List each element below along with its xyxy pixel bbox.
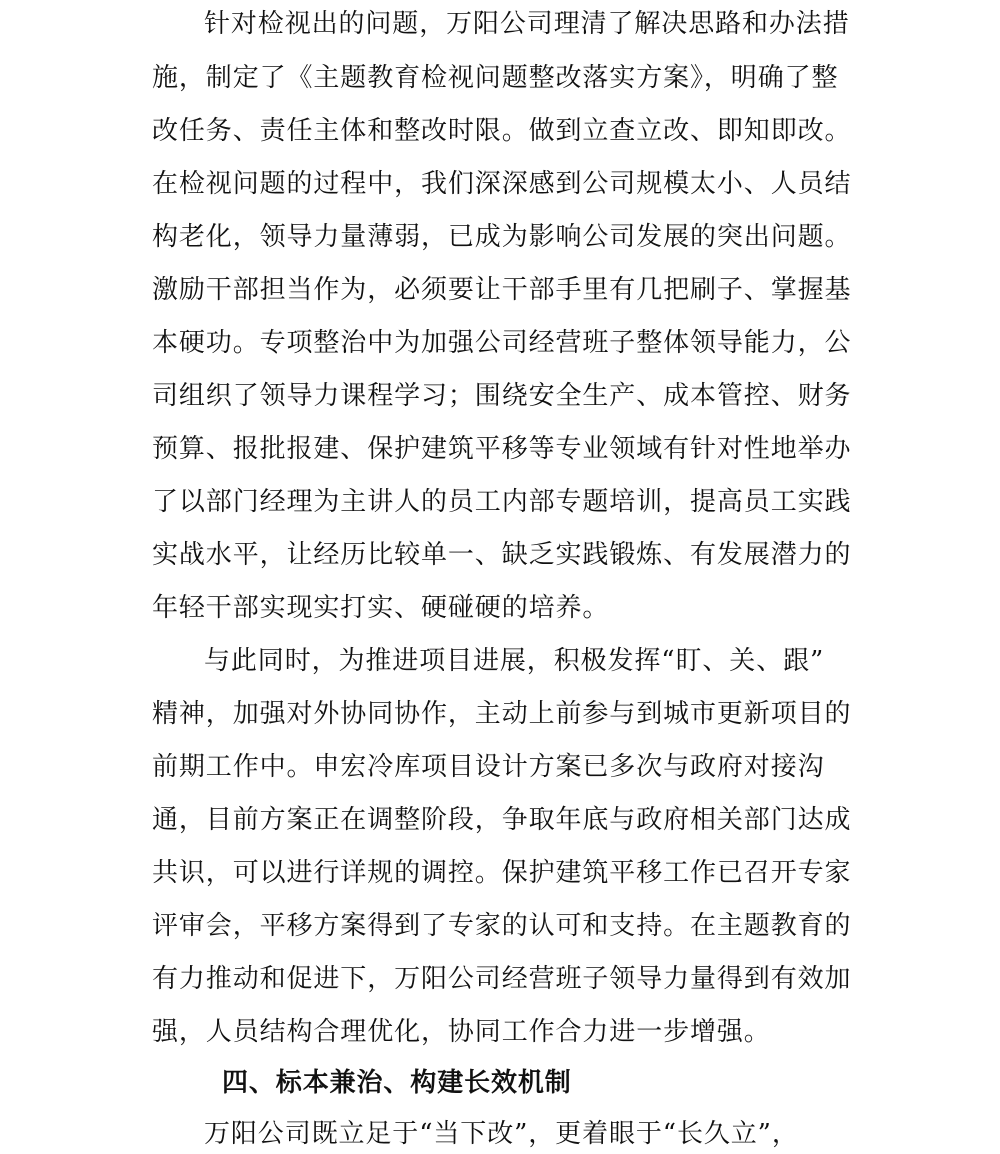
text-line-7: 本硬功。专项整治中为加强公司经营班子整体领导能力，公: [152, 328, 852, 358]
text-line-15: 前期工作中。申宏冷库项目设计方案已多次与政府对接沟: [152, 752, 825, 782]
text-line-11: 实战水平，让经历比较单一、缺乏实践锻炼、有发展潜力的: [152, 540, 852, 570]
text-line-18: 评审会，平移方案得到了专家的认可和支持。在主题教育的: [152, 911, 852, 941]
text-line-5: 构老化，领导力量薄弱，已成为影响公司发展的突出问题。: [152, 222, 852, 252]
section-heading: 四、标本兼治、构建长效机制: [222, 1068, 572, 1098]
text-line-16: 通，目前方案正在调整阶段，争取年底与政府相关部门达成: [152, 805, 852, 835]
text-line-8: 司组织了领导力课程学习；围绕安全生产、成本管控、财务: [152, 381, 852, 411]
text-line-12: 年轻干部实现实打实、硬碰硬的培养。: [152, 593, 610, 623]
text-line-22: 万阳公司既立足于“当下改”，更着眼于“长久立”，: [204, 1119, 799, 1149]
text-line-6: 激励干部担当作为，必须要让干部手里有几把刷子、掌握基: [152, 275, 852, 305]
text-line-19: 有力推动和促进下，万阳公司经营班子领导力量得到有效加: [152, 964, 852, 994]
text-line-4: 在检视问题的过程中，我们深深感到公司规模太小、人员结: [152, 169, 852, 199]
text-line-9: 预算、报批报建、保护建筑平移等专业领域有针对性地举办: [152, 434, 852, 464]
text-line-14: 精神，加强对外协同协作，主动上前参与到城市更新项目的: [152, 699, 852, 729]
text-line-10: 了以部门经理为主讲人的员工内部专题培训，提高员工实践: [152, 487, 852, 517]
text-line-2: 施，制定了《主题教育检视问题整改落实方案》，明确了整: [152, 63, 839, 93]
text-line-3: 改任务、责任主体和整改时限。做到立查立改、即知即改。: [152, 116, 852, 146]
text-line-17: 共识，可以进行详规的调控。保护建筑平移工作已召开专家: [152, 858, 852, 888]
text-line-1: 针对检视出的问题，万阳公司理清了解决思路和办法措: [204, 9, 850, 39]
text-line-20: 强，人员结构合理优化，协同工作合力进一步增强。: [152, 1017, 771, 1047]
text-line-13: 与此同时，为推进项目进展，积极发挥“盯、关、跟”: [204, 646, 825, 676]
